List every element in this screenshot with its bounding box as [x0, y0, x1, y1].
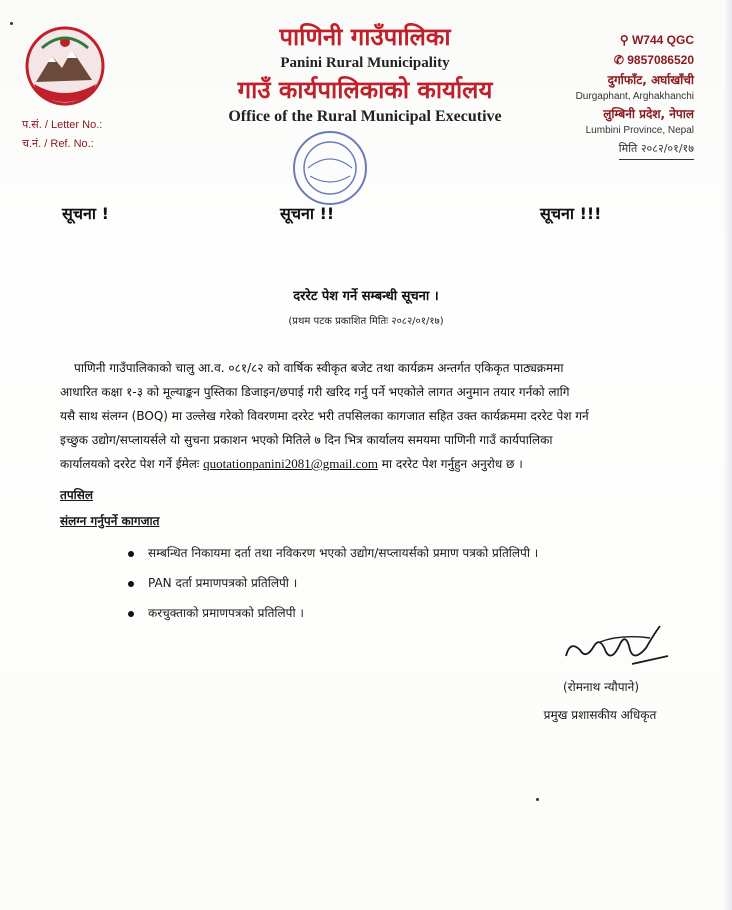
municipality-name-en: Panini Rural Municipality [280, 55, 450, 71]
province-en: Lumbini Province, Nepal [585, 125, 694, 136]
tapasil-heading: तपसिल [60, 488, 94, 502]
bullet-icon [128, 581, 134, 587]
body-line-prefix: कार्यालयको दररेट पेश गर्ने ईमेलः [60, 457, 204, 471]
email-link[interactable]: quotationpanini2081@gmail.com [203, 456, 378, 471]
contact-block [576, 30, 694, 160]
body-line: आधारित कक्षा १-३ को मूल्याङ्कन पुस्तिका डिजाइन/छपाई गरी खरिद गर्नु पर्ने भएकोले लागत अनुमान तयार गर्नको लागि [60, 385, 570, 399]
province-np: लुम्बिनी प्रदेश, नेपाल [603, 107, 694, 121]
place-en: Durgaphant, Arghakhanchi [575, 91, 694, 102]
body-line: इच्छुक उद्योग/सप्लायर्सले यो सुचना प्रकाशन भएको मितिले ७ दिन भित्र कार्यालय समयमा पाणिनी गाउँ कार्यपालिका [60, 433, 553, 447]
location-pin-icon: ⚲ [619, 33, 632, 47]
page-edge [722, 0, 732, 910]
required-documents-heading: संलग्न गर्नुपर्ने कागजात [60, 514, 160, 528]
list-item: सम्बन्धित निकायमा दर्ता तथा नविकरण भएको उद्योग/सप्लायर्सको प्रमाण पत्रको प्रतिलिपी । [128, 544, 538, 574]
notice-subject: दररेट पेश गर्ने सम्बन्धी सूचना । [293, 289, 439, 304]
office-name-en: Office of the Rural Municipal Executive [228, 108, 502, 125]
body-line [60, 452, 670, 476]
letter-no-label: प.सं. / Letter No.: [22, 119, 103, 131]
signatory-title: प्रमुख प्रशासकीय अधिकृत [543, 708, 657, 722]
notice-label-3: सूचना !!! [540, 204, 602, 223]
bullet-icon [128, 551, 134, 557]
place-np: दुर्गाफाँट, अर्घाखाँची [607, 73, 694, 87]
nepal-emblem-icon [22, 22, 108, 112]
publication-date: (प्रथम पटक प्रकाशित मितिः २०८२/०१/१७) [288, 316, 444, 327]
phone-number: ✆ 9857086520 [613, 53, 694, 67]
ref-no-label: च.नं. / Ref. No.: [22, 138, 94, 150]
plus-code: ⚲ W744 QGC [619, 33, 694, 47]
signature-icon [560, 620, 670, 672]
notice-label-1: सूचना ! [62, 204, 109, 223]
body-line: यसै साथ संलग्न (BOQ) मा उल्लेख गरेको विवरणमा दररेट भरी तपसिलका कागजात सहित उक्त कार्यक्रममा दररेट पेश गर्न [60, 409, 589, 423]
letter-date: मिति २०८२/०१/१७ [619, 139, 694, 160]
office-stamp-icon [290, 128, 370, 208]
speck [536, 798, 539, 801]
speck [10, 22, 13, 25]
list-item: करचुक्ताको प्रमाणपत्रको प्रतिलिपी । [128, 604, 538, 634]
body-line: पाणिनी गाउँपालिकाको चालु आ.व. ०८१/८२ को वार्षिक स्वीकृत बजेट तथा कार्यक्रम अन्तर्गत एकिकृत पाठ्यक्रममा [74, 361, 564, 375]
list-item: PAN दर्ता प्रमाणपत्रको प्रतिलिपी । [128, 574, 538, 604]
office-name-np: गाउँ कार्यपालिकाको कार्यालय [237, 76, 493, 104]
letterhead [170, 22, 560, 128]
phone-icon: ✆ [613, 53, 628, 67]
notice-body [60, 356, 670, 476]
required-documents-list [128, 544, 538, 634]
signatory-name: (रोमनाथ न्यौपाने) [563, 680, 639, 694]
body-line-suffix: मा दररेट पेश गर्नुहुन अनुरोध छ । [377, 457, 523, 471]
bullet-icon [128, 611, 134, 617]
municipality-name-np: पाणिनी गाउँपालिका [279, 23, 451, 51]
notice-label-2: सूचना !! [280, 204, 335, 223]
reference-block [22, 116, 102, 154]
